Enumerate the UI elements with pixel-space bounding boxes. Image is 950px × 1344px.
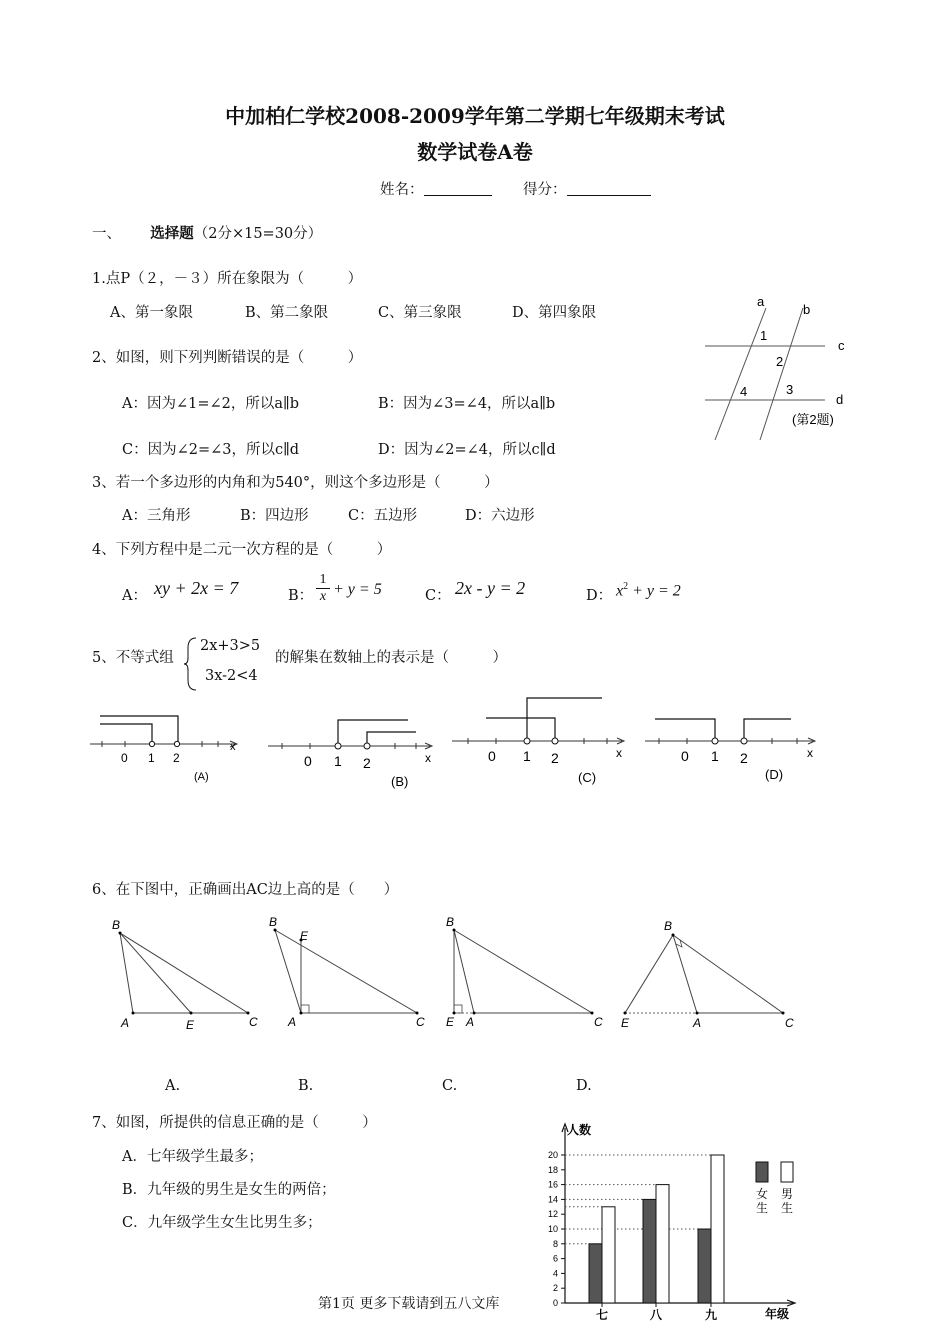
q4-fraction-denominator: x	[316, 588, 330, 605]
tick-0: 0	[121, 751, 128, 765]
category-label: 七	[595, 1308, 609, 1322]
q3-option-c: C：五边形	[348, 508, 418, 524]
q4-label-d: D：	[586, 588, 613, 604]
q7-stem: 7、如图，所提供的信息正确的是（ ）	[92, 1115, 377, 1131]
section-number: 一、	[92, 226, 121, 242]
option-label-b: (B)	[391, 774, 409, 789]
legend-male	[781, 1187, 793, 1215]
angle-2: 2	[776, 354, 784, 369]
line-a	[715, 308, 766, 440]
exam-title: 中加柏仁学校2008-2009学年第二学期七年级期末考试	[225, 104, 725, 128]
tick-0: 0	[681, 748, 689, 764]
section-title: 选择题	[150, 225, 194, 242]
q6-option-c: C.	[442, 1078, 458, 1094]
q4-label-a: A：	[122, 588, 147, 604]
q2-figure	[700, 290, 860, 450]
q2-option-a: A：因为∠1=∠2，所以a∥b	[122, 396, 299, 412]
vertex-a: A	[288, 1015, 297, 1029]
legend-female	[756, 1187, 768, 1215]
name-label: 姓名：	[380, 182, 424, 198]
q1-stem: 1.点P（２，－３）所在象限为（ ）	[92, 271, 363, 287]
bar-female	[589, 1244, 602, 1303]
section-heading	[92, 222, 322, 243]
q6-option-a: A.	[165, 1078, 181, 1094]
q3-stem: 3、若一个多边形的内角和为540°，则这个多边形是（ ）	[92, 475, 499, 491]
section-points: （2分×15=30分）	[193, 226, 323, 242]
tick-0: 0	[304, 753, 312, 769]
q6-figure-a	[110, 915, 270, 1035]
vertex-b: B	[112, 918, 121, 932]
tick-0: 0	[488, 748, 496, 764]
q4-equation-a: xy + 2x = 7	[154, 578, 239, 598]
q1-option-a: A、第一象限	[110, 305, 193, 321]
q5-numberline-b	[268, 712, 443, 792]
q5-numberline-a	[90, 710, 250, 790]
angle-4: 4	[740, 384, 748, 399]
q4-d-rest: + y = 2	[632, 582, 681, 600]
axis-x: x	[807, 746, 813, 760]
vertex-b: B	[446, 915, 455, 929]
q3-option-b: B：四边形	[240, 508, 309, 524]
legend-male-char: 男	[781, 1187, 794, 1201]
q2-option-c: C：因为∠2=∠3，所以c∥d	[122, 442, 300, 458]
option-label-d: (D)	[765, 767, 784, 782]
legend-female-swatch	[756, 1162, 768, 1182]
q3-option-d: D：六边形	[465, 508, 535, 524]
score-field	[523, 178, 651, 199]
label-d: d	[836, 392, 844, 407]
tick-1: 1	[334, 753, 342, 769]
bar-male	[656, 1185, 669, 1303]
q2-option-d: D：因为∠2=∠4，所以c∥d	[378, 442, 556, 458]
x-axis-label: 年级	[765, 1307, 790, 1321]
q5-stem-prefix: 5、不等式组	[92, 650, 174, 666]
q4-equation-d	[616, 581, 681, 600]
label-c: c	[838, 338, 845, 353]
q7-option-b: B．九年级的男生是女生的两倍；	[122, 1182, 336, 1198]
vertex-e: E	[300, 929, 309, 943]
q2-option-b: B：因为∠3=∠4，所以a∥b	[378, 396, 556, 412]
q4-fraction-numerator: 1	[319, 572, 327, 587]
vertex-b: B	[664, 919, 673, 933]
score-blank	[567, 181, 651, 196]
q4-d-exponent: 2	[623, 581, 629, 592]
y-tick-label: 0	[552, 1298, 558, 1308]
option-label-a: (A)	[194, 771, 209, 783]
y-tick-label: 12	[547, 1209, 558, 1220]
vertex-a: A	[121, 1016, 130, 1030]
angle-3: 3	[786, 382, 794, 397]
q4-label-b: B：	[288, 588, 314, 604]
tick-2: 2	[363, 755, 371, 771]
axis-x: x	[616, 746, 622, 760]
q1-option-d: D、第四象限	[512, 305, 597, 321]
y-tick-label: 18	[547, 1164, 558, 1175]
vertex-b: B	[269, 915, 278, 929]
legend-female-char: 女	[756, 1187, 769, 1201]
axis-x: x	[425, 751, 431, 765]
legend-male-swatch	[781, 1162, 793, 1182]
label-b: b	[803, 302, 811, 317]
vertex-c: C	[594, 1015, 603, 1029]
tick-1: 1	[711, 748, 719, 764]
category-label: 九	[704, 1308, 718, 1322]
axis-x: x	[230, 741, 236, 753]
y-tick-label: 20	[547, 1150, 558, 1160]
q4-stem: 4、下列方程中是二元一次方程的是（ ）	[92, 542, 392, 558]
tick-1: 1	[523, 748, 531, 764]
score-label: 得分：	[523, 182, 567, 198]
q4-equation-c: 2x - y = 2	[455, 578, 526, 598]
q6-stem: 6、在下图中，正确画出AC边上高的是（ ）	[92, 882, 399, 898]
bar-male	[602, 1207, 615, 1303]
y-tick-label: 6	[552, 1253, 558, 1264]
q4-equation-b: + y = 5	[333, 581, 382, 598]
q7-option-c: C．九年级学生女生比男生多；	[122, 1215, 322, 1231]
angle-1: 1	[760, 328, 768, 343]
q1-option-c: C、第三象限	[378, 305, 462, 321]
label-a: a	[757, 294, 765, 309]
q5-numberline-d	[645, 705, 825, 795]
vertex-e: E	[621, 1016, 630, 1030]
tick-1: 1	[148, 751, 155, 765]
tick-2: 2	[740, 750, 748, 766]
q6-figure-b	[265, 912, 440, 1032]
q3-option-a: A：三角形	[122, 508, 191, 524]
q5-numberline-c	[452, 690, 632, 790]
y-tick-label: 2	[552, 1283, 558, 1294]
q1-option-b: B、第二象限	[245, 305, 329, 321]
figure-caption: (第2题)	[792, 412, 834, 427]
legend-male-char: 生	[781, 1201, 794, 1215]
vertex-c: C	[416, 1015, 425, 1029]
vertex-c: C	[249, 1015, 258, 1029]
name-field	[380, 178, 492, 199]
q6-figure-c	[440, 912, 615, 1032]
legend-female-char: 生	[756, 1201, 769, 1215]
y-axis-label: 人数	[567, 1123, 592, 1137]
q4-d-base: x	[616, 582, 624, 600]
exam-subtitle: 数学试卷A卷	[417, 140, 533, 164]
vertex-c: C	[785, 1016, 794, 1030]
vertex-a: A	[693, 1016, 702, 1030]
q4-fraction	[316, 572, 330, 605]
y-tick-label: 14	[547, 1194, 558, 1205]
tick-2: 2	[551, 750, 559, 766]
vertex-e: E	[446, 1015, 455, 1029]
q7-option-a: A．七年级学生最多；	[122, 1149, 263, 1165]
q7-bar-chart	[535, 1118, 815, 1338]
page-footer: 第1页 更多下载请到五八文库	[318, 1296, 500, 1312]
vertex-e: E	[186, 1018, 195, 1032]
tick-2: 2	[173, 751, 180, 765]
option-label-c: (C)	[578, 770, 597, 785]
q5-stem-suffix: 的解集在数轴上的表示是（ ）	[275, 650, 507, 666]
y-tick-label: 8	[552, 1238, 558, 1249]
name-blank	[424, 181, 492, 196]
q6-figure-d	[615, 915, 815, 1035]
category-label: 八	[649, 1308, 663, 1322]
q6-option-d: D.	[576, 1078, 592, 1094]
vertex-a: A	[466, 1015, 475, 1029]
q6-option-b: B.	[298, 1078, 314, 1094]
q5-inequality-1: 2x+3>5	[200, 638, 261, 654]
bar-male	[711, 1155, 724, 1303]
y-tick-label: 16	[547, 1179, 558, 1190]
bar-female	[698, 1229, 711, 1303]
q2-stem: 2、如图，则下列判断错误的是（ ）	[92, 350, 363, 366]
q5-brace	[184, 636, 198, 692]
bar-female	[643, 1199, 656, 1303]
y-tick-label: 10	[547, 1224, 558, 1234]
q4-label-c: C：	[425, 588, 451, 604]
q5-inequality-2: 3x-2<4	[205, 668, 258, 684]
y-tick-label: 4	[552, 1268, 558, 1279]
